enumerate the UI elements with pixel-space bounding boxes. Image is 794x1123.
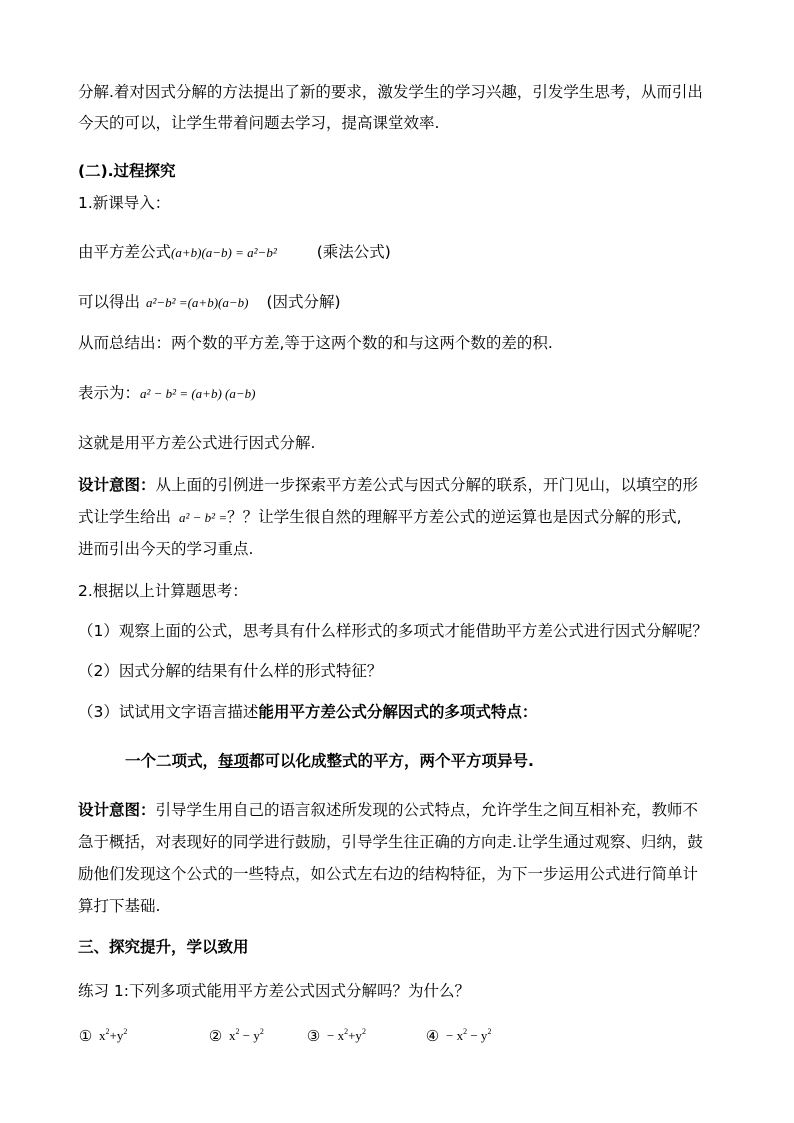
step-heading: 2.根据以上计算题思考： bbox=[78, 582, 248, 600]
question-text: （3）试试用文字语言描述 bbox=[78, 703, 259, 721]
exercise-item bbox=[425, 1022, 491, 1046]
item-expression: − $x^2 - y^2$ bbox=[446, 1027, 492, 1043]
item-expression: − $x^2+y^2$ bbox=[327, 1027, 366, 1043]
section-heading: (二).过程探究 bbox=[78, 162, 176, 180]
answer-text: 都可以化成整式的平方，两个平方项异号. bbox=[249, 752, 534, 770]
paragraph-line: 分解.着对因式分解的方法提出了新的要求，激发学生的学习兴趣，引发学生思考，从而引出 bbox=[78, 83, 703, 101]
formula-math: a²−b² =(a+b)(a−b) bbox=[146, 295, 249, 310]
answer-text: 一个二项式， bbox=[125, 752, 219, 770]
formula-math: (a+b)(a−b) = a²−b² bbox=[171, 245, 277, 260]
exercise-item bbox=[208, 1022, 264, 1046]
design-intent-text: ？？让学生很自然的理解平方差公式的逆运算也是因式分解的形式, bbox=[227, 508, 682, 526]
exercise-item bbox=[78, 1022, 127, 1046]
formula-line bbox=[78, 242, 391, 263]
paragraph-line: 这就是用平方差公式进行因式分解. bbox=[78, 434, 316, 452]
item-number: ② bbox=[208, 1026, 223, 1045]
formula-note: (乘法公式) bbox=[316, 243, 391, 261]
question-line bbox=[78, 702, 537, 722]
design-intent-line bbox=[78, 507, 682, 528]
section-heading: 三、探究提升，学以致用 bbox=[78, 938, 249, 956]
question-line: （1）观察上面的公式，思考具有什么样形式的多项式才能借助平方差公式进行因式分解呢？ bbox=[78, 622, 708, 640]
answer-underlined: 每项 bbox=[218, 752, 250, 770]
question-line: （2）因式分解的结果有什么样的形式特征？ bbox=[78, 662, 383, 680]
formula-note: (因式分解) bbox=[266, 293, 341, 311]
design-intent-text: 引导学生用自己的语言叙述所发现的公式特点，允许学生之间互相补充，教师不 bbox=[155, 801, 699, 819]
design-intent-line bbox=[78, 800, 698, 820]
design-intent-text: 从上面的引例进一步探索平方差公式与因式分解的联系，开门见山，以填空的形 bbox=[155, 476, 699, 494]
design-intent-label: 设计意图： bbox=[78, 476, 156, 494]
design-intent-line: 进而引出今天的学习重点. bbox=[78, 540, 254, 558]
paragraph-line: 从而总结出：两个数的平方差,等于这两个数的和与这两个数的差的积. bbox=[78, 334, 553, 352]
formula-math: a² − b² = (a+b) (a−b) bbox=[140, 386, 256, 401]
paragraph-line: 今天的可以，让学生带着问题去学习，提高课堂效率. bbox=[78, 114, 440, 132]
item-expression: $x^2 - y^2$ bbox=[229, 1027, 264, 1043]
answer-line bbox=[125, 751, 534, 771]
formula-line bbox=[78, 383, 255, 404]
design-intent-line: 急于概括，对表现好的同学进行鼓励，引导学生往正确的方向走.让学生通过观察、归纳，鼓 bbox=[78, 833, 703, 851]
design-intent-label: 设计意图： bbox=[78, 801, 156, 819]
item-number: ① bbox=[78, 1026, 93, 1045]
design-intent-line: 算打下基础. bbox=[78, 897, 161, 915]
formula-prefix: 可以得出 bbox=[78, 293, 141, 311]
design-intent-line bbox=[78, 475, 698, 495]
item-number: ④ bbox=[425, 1026, 440, 1045]
exercise-item bbox=[306, 1022, 366, 1046]
question-emphasis: 能用平方差公式分解因式的多项式特点： bbox=[258, 703, 538, 721]
formula-prefix: 由平方差公式 bbox=[78, 243, 172, 261]
formula-prefix: 表示为： bbox=[78, 384, 141, 402]
exercise-heading: 练习 1:下列多项式能用平方差公式因式分解吗？为什么？ bbox=[78, 982, 471, 1000]
formula-math: a² − b² = bbox=[179, 510, 228, 525]
formula-line bbox=[78, 292, 341, 313]
design-intent-text: 式让学生给出 bbox=[78, 508, 172, 526]
design-intent-line: 励他们发现这个公式的一些特点，如公式左右边的结构特征，为下一步运用公式进行简单计 bbox=[78, 865, 699, 883]
item-number: ③ bbox=[306, 1026, 321, 1045]
step-heading: 1.新课导入： bbox=[78, 194, 171, 212]
item-expression: $x^2+y^2$ bbox=[99, 1027, 128, 1043]
